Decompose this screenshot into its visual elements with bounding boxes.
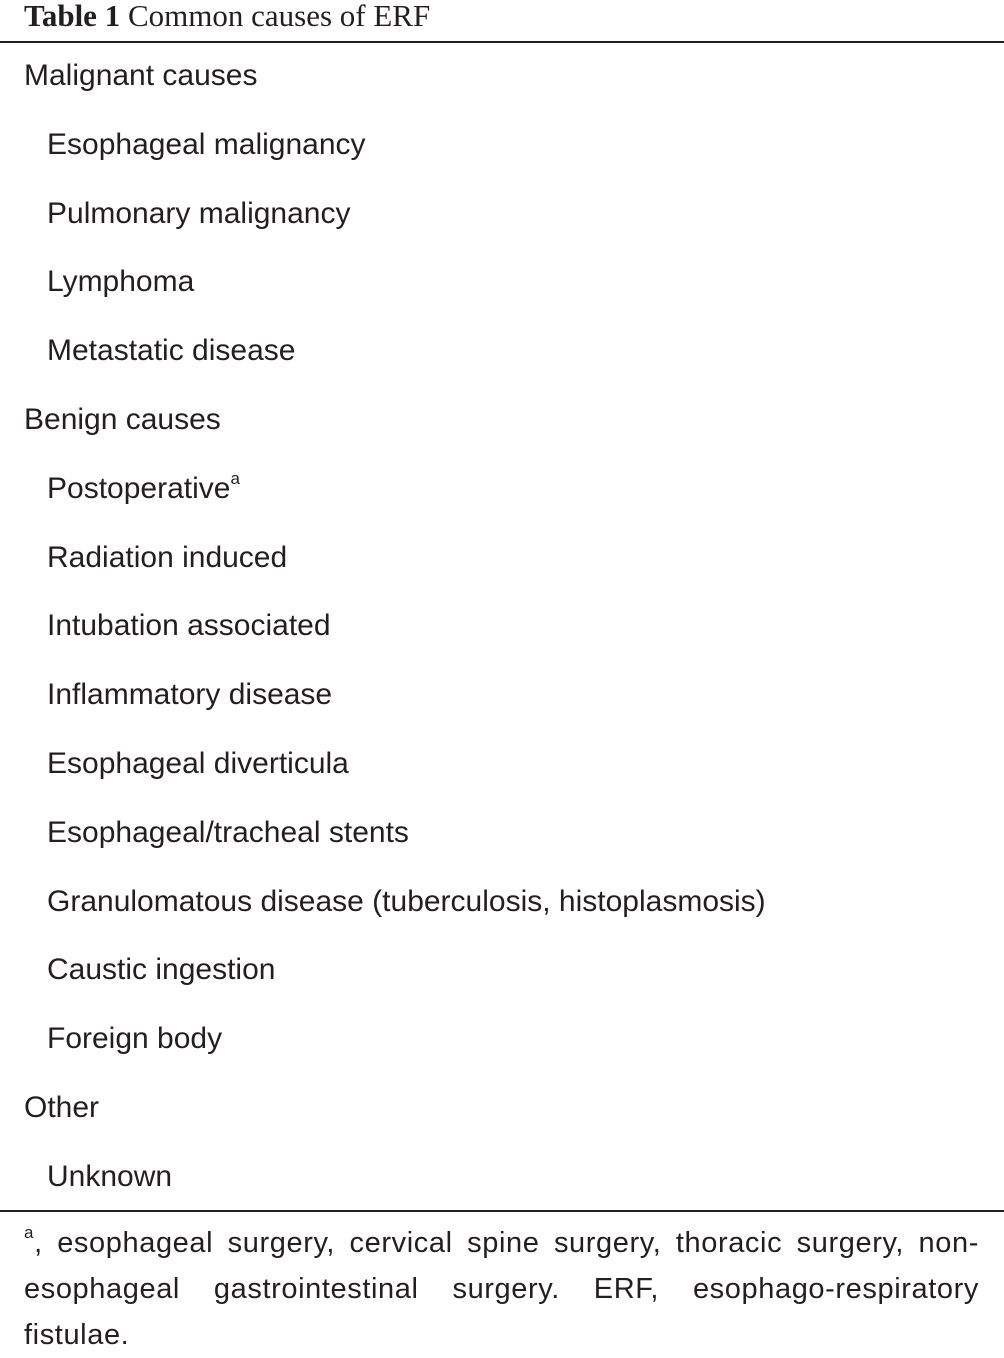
table-group-heading xyxy=(0,43,1004,112)
row-label: Malignant causes xyxy=(24,59,258,92)
row-label: Metastatic disease xyxy=(47,334,296,368)
table-row xyxy=(0,1144,1004,1213)
row-label: Lymphoma xyxy=(47,265,195,299)
table-footnote xyxy=(24,1220,979,1358)
table-row xyxy=(0,112,1004,181)
row-label: Esophageal diverticula xyxy=(47,746,349,780)
table-row xyxy=(0,525,1004,594)
row-label: Radiation induced xyxy=(47,540,288,574)
row-label: Esophageal malignancy xyxy=(47,127,366,161)
table-row xyxy=(0,800,1004,869)
row-label: Unknown xyxy=(47,1159,173,1193)
row-label: Postoperative xyxy=(47,471,231,505)
table-row xyxy=(0,869,1004,938)
table-body xyxy=(0,43,1004,1213)
table-caption xyxy=(24,0,430,40)
table-row xyxy=(0,249,1004,318)
row-label: Inflammatory disease xyxy=(47,678,333,712)
row-label: Other xyxy=(24,1090,100,1124)
table-row xyxy=(0,181,1004,250)
row-label: Benign causes xyxy=(24,402,221,436)
bottom-rule xyxy=(0,1210,1004,1212)
row-label: Foreign body xyxy=(47,1022,223,1056)
table-row xyxy=(0,662,1004,731)
table-row xyxy=(0,318,1004,387)
table-row xyxy=(0,593,1004,662)
row-label: Caustic ingestion xyxy=(47,953,276,987)
footnote-marker: a xyxy=(24,1223,35,1242)
row-label: Granulomatous disease (tuberculosis, histoplasmosis) xyxy=(47,884,766,918)
table-group-heading xyxy=(0,387,1004,456)
table-row xyxy=(0,731,1004,800)
footnote-text: , esophageal surgery, cervical spine surgery, thoracic surgery, non-esophageal gastrointestinal surgery. ERF, esophago-respiratory fistulae. xyxy=(24,1227,979,1351)
row-label: Pulmonary malignancy xyxy=(47,196,351,230)
table-row xyxy=(0,1006,1004,1075)
table-row xyxy=(0,456,1004,525)
table-group-heading xyxy=(0,1075,1004,1144)
table-row xyxy=(0,937,1004,1006)
table-label: Table 1 xyxy=(24,0,121,33)
footnote-reference: a xyxy=(230,468,240,488)
table-title: Common causes of ERF xyxy=(127,0,431,33)
row-label: Intubation associated xyxy=(47,609,331,643)
row-label: Esophageal/tracheal stents xyxy=(47,815,409,849)
